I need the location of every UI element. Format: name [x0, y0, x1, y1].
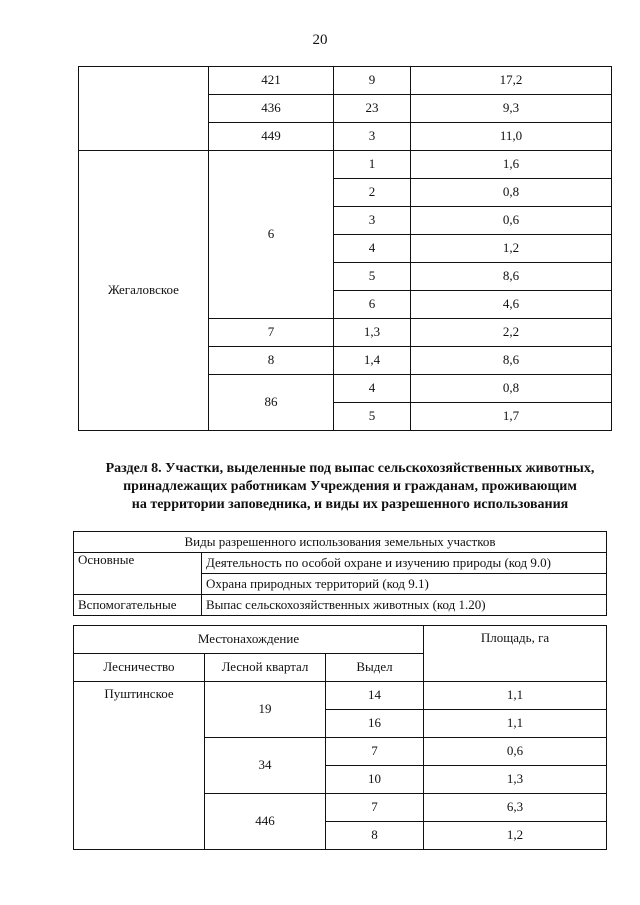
- empty-lesnichestvo-cell: [79, 67, 209, 151]
- permitted-uses-table: [73, 531, 607, 616]
- area-cell: 11,0: [411, 123, 612, 151]
- area-cell: 1,3: [424, 766, 607, 794]
- kvartal-cell: 436: [209, 95, 334, 123]
- area-cell: 6,3: [424, 794, 607, 822]
- main-use-item: Деятельность по особой охране и изучению природы (код 9.0): [202, 553, 607, 574]
- vydel-cell: 1,3: [334, 319, 411, 347]
- section-heading: [60, 460, 640, 514]
- area-cell: 1,2: [411, 235, 612, 263]
- area-cell: 4,6: [411, 291, 612, 319]
- vydel-cell: 8: [326, 822, 424, 850]
- area-cell: 0,8: [411, 179, 612, 207]
- vydel-cell: 2: [334, 179, 411, 207]
- section-heading-line: Раздел 8. Участки, выделенные под выпас сельскохозяйственных животных,: [105, 461, 595, 476]
- vydel-cell: 6: [334, 291, 411, 319]
- area-cell: 9,3: [411, 95, 612, 123]
- vydel-cell: 14: [326, 682, 424, 710]
- main-uses-label: Основные: [74, 553, 202, 595]
- kvartal-cell: 446: [205, 794, 326, 850]
- kvartal-cell: 7: [209, 319, 334, 347]
- vydel-cell: 5: [334, 403, 411, 431]
- vydel-cell: 7: [326, 738, 424, 766]
- area-cell: 1,6: [411, 151, 612, 179]
- lesnichestvo-cell: Пуштинское: [74, 682, 205, 850]
- aux-uses-label: Вспомогательные: [74, 595, 202, 616]
- section-heading-line: принадлежащих работникам Учреждения и гражданам, проживающим: [123, 479, 577, 494]
- kvartal-cell: 8: [209, 347, 334, 375]
- area-cell: 8,6: [411, 347, 612, 375]
- kvartal-cell: 34: [205, 738, 326, 794]
- table-row: [74, 682, 607, 710]
- area-header: Площадь, га: [424, 626, 607, 682]
- uses-header: Виды разрешенного использования земельных участков: [74, 532, 607, 553]
- area-cell: 2,2: [411, 319, 612, 347]
- main-use-item: Охрана природных территорий (код 9.1): [202, 574, 607, 595]
- vydel-cell: 3: [334, 123, 411, 151]
- continued-sites-table: [78, 66, 612, 431]
- vydel-cell: 23: [334, 95, 411, 123]
- kvartal-cell: 6: [209, 151, 334, 319]
- vydel-cell: 16: [326, 710, 424, 738]
- table-row: [74, 553, 607, 574]
- vydel-cell: 4: [334, 235, 411, 263]
- vydel-cell: 7: [326, 794, 424, 822]
- area-cell: 17,2: [411, 67, 612, 95]
- area-cell: 0,8: [411, 375, 612, 403]
- kvartal-header: Лесной квартал: [205, 654, 326, 682]
- area-cell: 1,7: [411, 403, 612, 431]
- area-cell: 0,6: [411, 207, 612, 235]
- kvartal-cell: 86: [209, 375, 334, 431]
- vydel-header: Выдел: [326, 654, 424, 682]
- table-row: [74, 532, 607, 553]
- table-row: [79, 67, 612, 95]
- vydel-cell: 10: [326, 766, 424, 794]
- kvartal-cell: 421: [209, 67, 334, 95]
- vydel-cell: 4: [334, 375, 411, 403]
- vydel-cell: 1,4: [334, 347, 411, 375]
- table-row: [74, 626, 607, 654]
- area-cell: 1,1: [424, 710, 607, 738]
- location-header: Местонахождение: [74, 626, 424, 654]
- table-row: [74, 595, 607, 616]
- vydel-cell: 9: [334, 67, 411, 95]
- area-cell: 0,6: [424, 738, 607, 766]
- page-number: 20: [312, 32, 328, 48]
- area-cell: 1,1: [424, 682, 607, 710]
- aux-use-item: Выпас сельскохозяйственных животных (код 1.20): [202, 595, 607, 616]
- area-cell: 8,6: [411, 263, 612, 291]
- vydel-cell: 5: [334, 263, 411, 291]
- section-heading-line: на территории заповедника, и виды их разрешенного использования: [131, 497, 569, 512]
- kvartal-cell: 19: [205, 682, 326, 738]
- vydel-cell: 1: [334, 151, 411, 179]
- lesnichestvo-header: Лесничество: [74, 654, 205, 682]
- grazing-sites-table: [73, 625, 607, 850]
- lesnichestvo-cell: Жегаловское: [79, 151, 209, 431]
- vydel-cell: 3: [334, 207, 411, 235]
- table-row: [79, 151, 612, 179]
- area-cell: 1,2: [424, 822, 607, 850]
- kvartal-cell: 449: [209, 123, 334, 151]
